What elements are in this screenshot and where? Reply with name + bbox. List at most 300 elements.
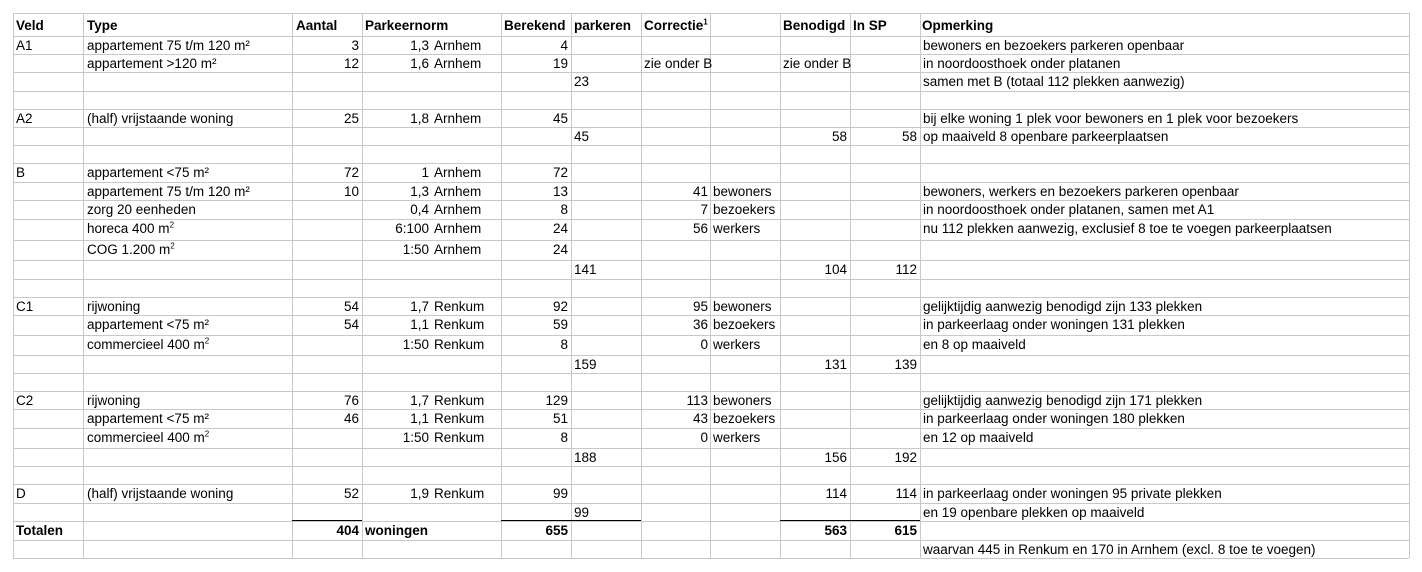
cell-parkeernorm-text: 1:50 (402, 337, 429, 352)
cell-gemeente-text: Arnhem (434, 221, 482, 236)
cell-opmerking (923, 316, 1185, 334)
cell-type-text: zorg 20 eenheden (87, 202, 196, 217)
cell-gemeente (434, 110, 481, 128)
cell-veld (16, 298, 33, 316)
cell-correctie-text-text: zie onder B (644, 56, 713, 71)
cell-parkeernorm (362, 410, 429, 428)
cell-gemeente-text: Arnhem (434, 56, 482, 71)
cell-correctie (641, 220, 708, 238)
cell-subtotaal (574, 356, 597, 374)
cell-gemeente-text: Arnhem (434, 165, 482, 180)
cell-subtotaal-text: 45 (574, 129, 590, 144)
cell-parkeernorm-text: 1,7 (410, 299, 429, 314)
cell-aantal-text: 72 (343, 165, 359, 180)
cell-in-sp (850, 449, 917, 467)
grid-vline (83, 13, 84, 558)
cell-in-sp-text: 114 (895, 486, 917, 501)
cell-subtotaal-text: 141 (574, 262, 597, 277)
grid-vline (920, 13, 921, 558)
cell-berekend (501, 410, 568, 428)
cell-correctie-label (713, 410, 775, 428)
cell-subtotaal-text: 23 (574, 74, 590, 89)
cell-correctie-label (713, 220, 760, 238)
cell-opmerking-text: in parkeerlaag onder woningen 131 plekken (923, 317, 1185, 332)
cell-berekend (501, 183, 568, 201)
cell-correctie-label (713, 183, 772, 201)
grid-hline (13, 91, 1409, 92)
cell-correctie (641, 201, 708, 219)
cell-berekend-text: 92 (552, 299, 568, 314)
cell-gemeente-text: Arnhem (434, 184, 482, 199)
cell-aantal (292, 522, 359, 540)
cell-benodigd-text: 114 (825, 486, 847, 501)
header-correctie-footnote: 1 (703, 17, 708, 27)
cell-berekend (501, 241, 568, 259)
cell-in-sp (850, 128, 917, 146)
cell-opmerking-text: en 8 op maaiveld (923, 337, 1026, 352)
cell-opmerking-text: bewoners, werkers en bezoekers parkeren openbaar (923, 184, 1239, 199)
grid-hline (13, 163, 1409, 164)
cell-gemeente (434, 164, 481, 182)
cell-benodigd (780, 522, 847, 540)
cell-type-text: appartement <75 m² (87, 165, 209, 180)
cell-type-text: appartement 75 t/m 120 m² (87, 184, 250, 199)
cell-berekend-text: 129 (545, 393, 568, 408)
cell-opmerking (923, 128, 1168, 146)
cell-gemeente (434, 220, 481, 238)
cell-in-sp-text: 139 (894, 357, 917, 372)
cell-gemeente (434, 55, 481, 73)
cell-parkeernorm (362, 392, 429, 410)
cell-parkeernorm-text: 6:100 (395, 221, 429, 236)
cell-correctie-text: 95 (692, 299, 708, 314)
cell-correctie-label-text: bezoekers (713, 317, 776, 332)
cell-parkeernorm (362, 429, 429, 447)
header-type: Type (87, 18, 118, 33)
cell-opmerking-text: bij elke woning 1 plek voor bewoners en 1 plek voor bezoekers (923, 111, 1299, 126)
cell-veld-text: A1 (16, 38, 33, 53)
cell-parkeernorm (362, 241, 429, 259)
cell-opmerking (923, 336, 1026, 354)
cell-opmerking-text: waarvan 445 in Renkum en 170 in Arnhem (excl. 8 toe te voegen) (923, 542, 1316, 557)
cell-in-sp-text: 192 (894, 450, 917, 465)
cell-parkeernorm (362, 201, 429, 219)
cell-correctie (641, 298, 708, 316)
cell-berekend (501, 298, 568, 316)
cell-type-text: commercieel 400 m (87, 337, 205, 352)
cell-veld-text: B (16, 165, 26, 180)
cell-gemeente-text: Arnhem (434, 242, 482, 257)
cell-parkeernorm-text (365, 522, 428, 540)
cell-gemeente-text: Renkum (434, 411, 485, 426)
cell-berekend (501, 392, 568, 410)
cell-type (87, 392, 140, 410)
cell-type (87, 298, 140, 316)
cell-parkeernorm-text: 1,9 (410, 486, 429, 501)
cell-parkeernorm (362, 164, 429, 182)
header-correctie-label: Correctie (644, 18, 704, 33)
cell-benodigd-text: 58 (831, 129, 847, 144)
cell-opmerking (923, 429, 1033, 447)
cell-veld (16, 164, 25, 182)
total-underline (501, 520, 641, 521)
cell-benodigd-text: 563 (824, 523, 847, 538)
cell-berekend (501, 429, 568, 447)
cell-correctie-label (713, 316, 775, 334)
cell-correctie-text (644, 55, 712, 73)
cell-benodigd (780, 449, 847, 467)
cell-type (87, 110, 233, 128)
cell-parkeernorm (362, 220, 429, 238)
cell-aantal (292, 37, 359, 55)
cell-benodigd-text: 104 (824, 262, 847, 277)
grid-vline (362, 13, 363, 558)
cell-gemeente-text: Arnhem (434, 111, 482, 126)
cell-opmerking (923, 392, 1202, 410)
cell-opmerking-text: in parkeerlaag onder woningen 95 private plekken (923, 486, 1222, 501)
cell-aantal (292, 485, 359, 503)
cell-aantal (292, 164, 359, 182)
cell-opmerking (923, 183, 1239, 201)
cell-parkeernorm-text: 1:50 (402, 430, 429, 445)
cell-gemeente (434, 298, 484, 316)
cell-opmerking (923, 73, 1185, 91)
grid-hline (13, 145, 1409, 146)
cell-aantal-text: 76 (343, 393, 359, 408)
cell-aantal-text: 10 (343, 184, 359, 199)
cell-correctie (641, 316, 708, 334)
grid-hline (13, 240, 1409, 241)
cell-berekend (501, 336, 568, 354)
cell-aantal (292, 316, 359, 334)
cell-benodigd (783, 55, 851, 73)
cell-aantal-text: 3 (351, 38, 359, 53)
cell-parkeernorm (362, 55, 429, 73)
cell-gemeente-text: Renkum (434, 486, 485, 501)
cell-opmerking-text: nu 112 plekken aanwezig, exclusief 8 toe te voegen parkeerplaatsen (923, 221, 1332, 236)
cell-berekend-text: 8 (560, 430, 568, 445)
cell-in-sp (850, 485, 917, 503)
cell-opmerking-text: in noordoosthoek onder platanen (923, 56, 1121, 71)
cell-parkeernorm (362, 485, 429, 503)
cell-gemeente (434, 410, 484, 428)
cell-aantal-text: 404 (336, 523, 359, 538)
cell-berekend (501, 164, 568, 182)
cell-parkeernorm (362, 37, 429, 55)
cell-opmerking-text: gelijktijdig aanwezig benodigd zijn 171 plekken (923, 393, 1203, 408)
cell-berekend (501, 110, 568, 128)
cell-correctie-label-text: werkers (713, 430, 761, 445)
cell-berekend-text: 8 (560, 202, 568, 217)
cell-type (87, 429, 209, 447)
cell-opmerking (923, 220, 1332, 238)
header-parkeernorm: Parkeernorm (365, 18, 449, 33)
cell-correctie (641, 336, 708, 354)
grid-hline (13, 260, 1409, 261)
cell-opmerking (923, 55, 1120, 73)
cell-benodigd-text: zie onder B (783, 56, 852, 71)
cell-opmerking (923, 504, 1144, 522)
cell-gemeente-text: Renkum (434, 337, 485, 352)
cell-aantal (292, 392, 359, 410)
cell-veld (16, 37, 33, 55)
cell-gemeente (434, 241, 481, 259)
cell-parkeernorm-text: 1,6 (410, 56, 429, 71)
cell-subtotaal-text: 188 (574, 450, 597, 465)
cell-parkeernorm (362, 298, 429, 316)
grid-hline (13, 355, 1409, 356)
cell-gemeente (434, 429, 484, 447)
cell-berekend-text: 99 (552, 486, 568, 501)
cell-subtotaal (574, 261, 597, 279)
grid-vline (780, 13, 781, 558)
cell-correctie (641, 392, 708, 410)
cell-berekend-text: 13 (552, 184, 568, 199)
cell-veld-text: D (16, 486, 26, 501)
cell-gemeente-text: Arnhem (434, 38, 482, 53)
cell-opmerking-text: op maaiveld 8 openbare parkeerplaatsen (923, 129, 1169, 144)
grid-vline (292, 13, 293, 558)
cell-correctie-text: 43 (692, 411, 708, 426)
grid-vline (641, 13, 642, 558)
grid-hline (13, 428, 1409, 429)
cell-type-text: COG 1.200 m (87, 242, 171, 257)
superscript: 2 (204, 429, 210, 439)
cell-gemeente-text: Arnhem (434, 202, 482, 217)
cell-berekend-text: 45 (552, 111, 568, 126)
cell-gemeente-text: Renkum (434, 299, 485, 314)
cell-veld-text: A2 (16, 111, 33, 126)
grid-hline (13, 448, 1409, 449)
cell-parkeernorm-text: 1,7 (410, 393, 429, 408)
header-in-sp: In SP (853, 18, 887, 33)
cell-correctie (641, 183, 708, 201)
grid-hline (13, 335, 1409, 336)
cell-gemeente-text: Renkum (434, 393, 485, 408)
cell-opmerking-text: en 19 openbare plekken op maaiveld (923, 505, 1145, 520)
cell-berekend-text: 19 (552, 56, 568, 71)
cell-opmerking (923, 110, 1298, 128)
header-benodigd: Benodigd (783, 18, 846, 33)
cell-type-text: horeca 400 m (87, 221, 170, 236)
total-underline (292, 520, 362, 521)
cell-aantal (292, 55, 359, 73)
cell-in-sp (850, 356, 917, 374)
cell-type-text: appartement >120 m² (87, 56, 217, 71)
cell-correctie-label (713, 429, 760, 447)
cell-gemeente (434, 392, 484, 410)
cell-type-text: (half) vrijstaande woning (87, 111, 234, 126)
grid-vline (501, 13, 502, 558)
cell-parkeernorm-text: 1,8 (410, 111, 429, 126)
cell-correctie-text: 0 (700, 430, 708, 445)
header-correctie (644, 17, 708, 35)
cell-parkeernorm (362, 336, 429, 354)
cell-berekend-text: 8 (560, 337, 568, 352)
cell-type (87, 55, 216, 73)
cell-benodigd (780, 485, 847, 503)
cell-aantal-text: 25 (343, 111, 359, 126)
cell-gemeente-text: Renkum (434, 317, 485, 332)
cell-benodigd (780, 128, 847, 146)
cell-parkeernorm (362, 110, 429, 128)
cell-gemeente (434, 37, 481, 55)
cell-type-text: appartement <75 m² (87, 317, 209, 332)
grid-vline (710, 13, 711, 558)
cell-type-text: appartement <75 m² (87, 411, 209, 426)
grid-hline (13, 13, 1409, 14)
cell-correctie-label (713, 336, 760, 354)
cell-correctie-label (713, 201, 775, 219)
cell-type (87, 485, 233, 503)
cell-aantal-text: 12 (343, 56, 359, 71)
cell-berekend (501, 485, 568, 503)
cell-type (87, 183, 250, 201)
cell-opmerking (923, 485, 1222, 503)
total-underline (780, 520, 920, 521)
cell-berekend-text: 4 (560, 38, 568, 53)
header-opmerking: Opmerking (922, 18, 994, 33)
cell-parkeernorm-text: 1:50 (402, 242, 429, 257)
cell-gemeente (434, 485, 484, 503)
cell-correctie-text: 56 (692, 221, 708, 236)
cell-parkeernorm-text: 1,1 (410, 317, 429, 332)
cell-parkeernorm-text: 1 (421, 165, 429, 180)
grid-vline (850, 13, 851, 558)
cell-opmerking (923, 298, 1202, 316)
cell-berekend (501, 220, 568, 238)
cell-type (87, 410, 209, 428)
cell-berekend-text: 24 (552, 221, 568, 236)
grid-hline (13, 521, 1409, 522)
cell-berekend (501, 55, 568, 73)
grid-hline (13, 279, 1409, 280)
cell-benodigd-text: 131 (824, 357, 847, 372)
cell-berekend-text: 655 (545, 523, 568, 538)
cell-type (87, 316, 209, 334)
cell-berekend-text: 59 (552, 317, 568, 332)
cell-type (87, 336, 209, 354)
cell-parkeernorm-text: 1,1 (410, 411, 429, 426)
header-parkeren: parkeren (574, 18, 632, 33)
cell-berekend-text: 72 (552, 165, 568, 180)
cell-opmerking-text: samen met B (totaal 112 plekken aanwezig) (923, 74, 1185, 89)
cell-berekend (501, 201, 568, 219)
header-aantal: Aantal (296, 18, 338, 33)
cell-berekend (501, 37, 568, 55)
cell-veld (16, 522, 63, 540)
cell-gemeente (434, 336, 484, 354)
cell-subtotaal-text: 159 (574, 357, 597, 372)
superscript: 2 (169, 220, 175, 230)
cell-benodigd-text: 156 (824, 450, 847, 465)
cell-opmerking-text: in noordoosthoek onder platanen, samen met A1 (923, 202, 1215, 217)
cell-in-sp-text: 615 (894, 523, 917, 538)
cell-benodigd (780, 261, 847, 279)
cell-type (87, 164, 209, 182)
cell-type (87, 241, 175, 259)
cell-opmerking (923, 541, 1315, 559)
cell-correctie-label-text: bezoekers (713, 411, 776, 426)
cell-opmerking (923, 201, 1214, 219)
superscript: 2 (204, 336, 210, 346)
cell-parkeernorm-text: 1,3 (410, 38, 429, 53)
cell-type (87, 37, 250, 55)
cell-aantal-text: 54 (343, 299, 359, 314)
cell-correctie-text: 41 (692, 184, 708, 199)
cell-benodigd (780, 356, 847, 374)
cell-aantal-text: 54 (343, 317, 359, 332)
cell-opmerking-text: en 12 op maaiveld (923, 430, 1034, 445)
cell-parkeernorm-text-text: woningen (365, 523, 428, 538)
cell-correctie-text: 113 (686, 393, 708, 408)
cell-correctie-label-text: werkers (713, 337, 761, 352)
cell-in-sp (850, 522, 917, 540)
cell-opmerking (923, 37, 1184, 55)
cell-correctie-text: 7 (700, 202, 708, 217)
cell-type (87, 201, 196, 219)
cell-veld (16, 485, 26, 503)
cell-correctie-text: 36 (692, 317, 708, 332)
cell-veld (16, 392, 33, 410)
cell-correctie (641, 429, 708, 447)
cell-correctie-label-text: bezoekers (713, 202, 776, 217)
cell-type (87, 220, 174, 238)
cell-in-sp (850, 261, 917, 279)
cell-parkeernorm-text: 0,4 (410, 202, 429, 217)
cell-correctie-label (713, 392, 772, 410)
cell-opmerking-text: bewoners en bezoekers parkeren openbaar (923, 38, 1185, 53)
cell-type-text: appartement 75 t/m 120 m² (87, 38, 250, 53)
cell-veld-text: C2 (16, 393, 34, 408)
cell-in-sp-text: 58 (901, 129, 917, 144)
grid-vline (13, 13, 14, 558)
cell-berekend (501, 522, 568, 540)
cell-correctie-label-text: bewoners (713, 393, 772, 408)
superscript: 2 (170, 241, 175, 251)
cell-aantal (292, 183, 359, 201)
cell-correctie-label-text: bewoners (713, 184, 772, 199)
cell-type-text: (half) vrijstaande woning (87, 486, 234, 501)
cell-aantal-text: 46 (343, 411, 359, 426)
grid-vline (1409, 13, 1410, 558)
cell-subtotaal (574, 449, 597, 467)
grid-hline (13, 466, 1409, 467)
grid-vline (571, 13, 572, 558)
cell-berekend-text: 24 (552, 242, 568, 257)
grid-hline (13, 503, 1409, 504)
cell-berekend-text: 51 (552, 411, 568, 426)
cell-berekend (501, 316, 568, 334)
cell-gemeente (434, 201, 481, 219)
cell-correctie-label-text: bewoners (713, 299, 772, 314)
cell-in-sp-text: 112 (895, 262, 917, 277)
cell-type-text: rijwoning (87, 299, 141, 314)
cell-parkeernorm (362, 316, 429, 334)
cell-parkeernorm-text: 1,3 (410, 184, 429, 199)
cell-veld-text: C1 (16, 299, 34, 314)
cell-correctie (641, 410, 708, 428)
header-veld: Veld (16, 18, 44, 33)
cell-correctie-label-text: werkers (713, 221, 761, 236)
cell-subtotaal (574, 73, 589, 91)
cell-subtotaal (574, 128, 589, 146)
cell-gemeente (434, 316, 484, 334)
cell-opmerking-text: gelijktijdig aanwezig benodigd zijn 133 plekken (923, 299, 1203, 314)
grid-hline (13, 373, 1409, 374)
cell-aantal (292, 410, 359, 428)
cell-veld (16, 110, 33, 128)
